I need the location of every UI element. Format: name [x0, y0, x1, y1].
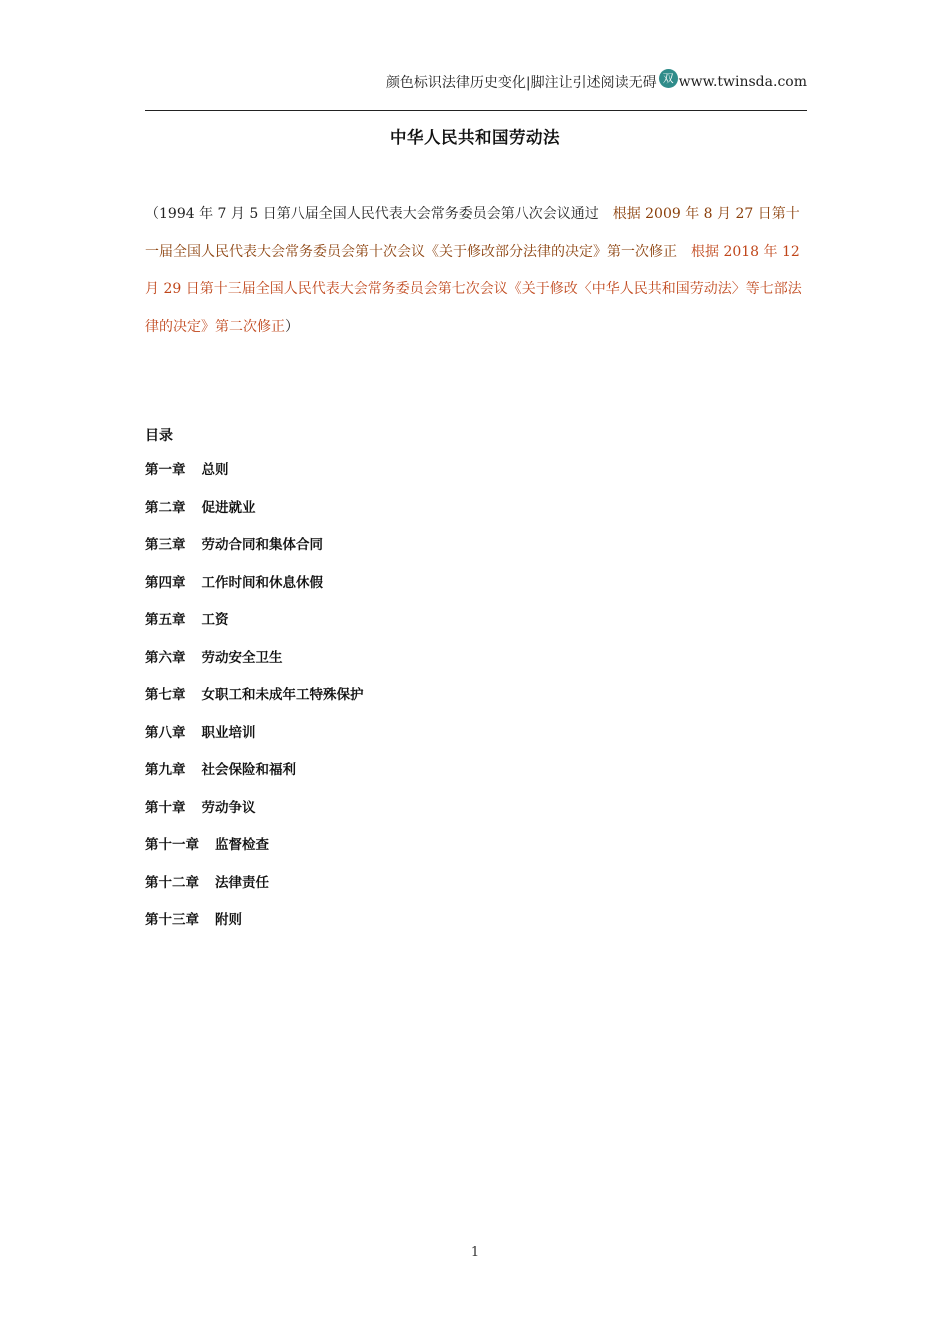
twinsda-logo-icon: 双 — [659, 69, 678, 88]
toc-chapter-number: 第八章 — [145, 724, 186, 741]
toc-chapter-number: 第七章 — [145, 687, 186, 703]
toc-item[interactable] — [145, 827, 364, 865]
toc-chapter-number: 第一章 — [145, 462, 186, 478]
toc-heading: 目录 — [145, 428, 173, 444]
toc-chapter-number: 第九章 — [145, 762, 186, 778]
toc-item[interactable] — [145, 790, 364, 828]
toc-chapter-number: 第十二章 — [145, 874, 199, 891]
revision-history — [145, 196, 807, 346]
toc-chapter-name: 总则 — [201, 462, 229, 478]
toc-item[interactable] — [145, 677, 364, 715]
toc-item[interactable] — [145, 490, 364, 528]
history-segment: 根据 2009 年 8 月 27 日第十一届全国人民代表大会常务委员会第十次会议《关于修改部分法律的决定》第一次修正 — [145, 206, 800, 260]
header-slogan: 颜色标识法律历史变化|脚注让引述阅读无碍 — [385, 75, 657, 91]
toc-chapter-name: 附则 — [215, 912, 242, 928]
toc-item[interactable] — [145, 565, 364, 603]
toc-chapter-name: 劳动安全卫生 — [201, 649, 283, 666]
toc-chapter-name: 劳动争议 — [201, 799, 256, 816]
page-number: 1 — [470, 1245, 480, 1260]
toc-chapter-name: 工作时间和休息休假 — [201, 574, 323, 591]
toc-chapter-number: 第四章 — [145, 574, 186, 591]
toc-chapter-name: 法律责任 — [215, 874, 269, 891]
toc-chapter-number: 第十一章 — [145, 837, 199, 853]
history-segment: （1994 年 7 月 5 日第八届全国人民代表大会常务委员会第八次会议通过 — [145, 206, 613, 222]
toc-chapter-number: 第五章 — [145, 612, 186, 628]
header-url-link[interactable]: www.twinsda.com — [678, 74, 807, 90]
toc-chapter-number: 第十章 — [145, 799, 186, 816]
table-of-contents — [145, 452, 364, 940]
toc-chapter-number: 第三章 — [145, 537, 186, 553]
toc-chapter-name: 监督检查 — [215, 837, 269, 853]
toc-chapter-name: 社会保险和福利 — [201, 762, 296, 778]
toc-chapter-name: 工资 — [201, 612, 229, 628]
toc-item[interactable] — [145, 527, 364, 565]
toc-item[interactable] — [145, 640, 364, 678]
history-segment: 根据 2018 年 12 月 29 日第十三届全国人民代表大会常务委员会第七次会议《关于修改〈中华人民共和国劳动法〉等七部法律的决定》第二次修正 — [145, 243, 802, 335]
document-title: 中华人民共和国劳动法 — [390, 128, 560, 147]
toc-item[interactable] — [145, 602, 364, 640]
toc-item[interactable] — [145, 902, 364, 940]
toc-chapter-number: 第十三章 — [145, 912, 199, 928]
toc-chapter-name: 女职工和未成年工特殊保护 — [201, 687, 364, 703]
toc-item[interactable] — [145, 715, 364, 753]
toc-chapter-number: 第二章 — [145, 499, 186, 516]
page-header — [145, 66, 807, 111]
toc-item[interactable] — [145, 452, 364, 490]
toc-chapter-number: 第六章 — [145, 649, 186, 666]
header-line — [386, 72, 807, 92]
toc-chapter-name: 促进就业 — [201, 499, 256, 516]
toc-chapter-name: 职业培训 — [201, 724, 256, 741]
toc-chapter-name: 劳动合同和集体合同 — [201, 537, 323, 553]
toc-item[interactable] — [145, 752, 364, 790]
toc-item[interactable] — [145, 865, 364, 903]
history-segment: ） — [285, 318, 299, 335]
